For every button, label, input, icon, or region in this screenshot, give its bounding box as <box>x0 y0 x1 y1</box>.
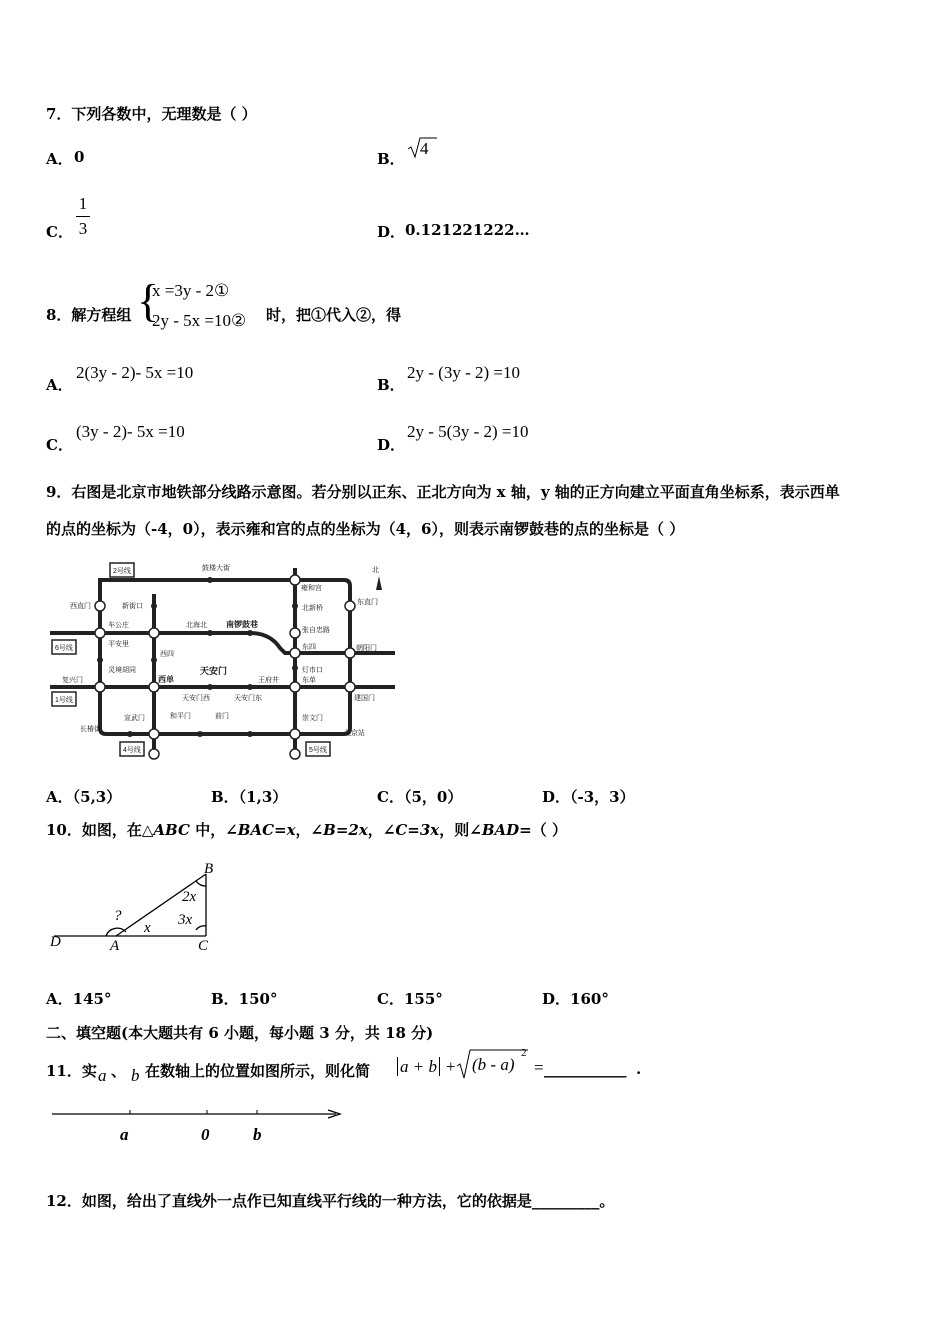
line-1-badge-label: 1号线 <box>55 697 73 704</box>
q10-sep-1: ，∠ <box>295 821 324 839</box>
q10-stem <box>46 819 567 840</box>
q8-option-d-label: D． <box>377 436 406 454</box>
q8-suffix: 时，把①代入②，得 <box>266 306 402 324</box>
station-gulou: 鼓楼大街 <box>202 565 230 572</box>
q10-angle-b: B <box>323 821 336 839</box>
q11-answer-blank[interactable]: ___________ <box>544 1060 627 1078</box>
station-xuanwumen: 宣武门 <box>124 715 145 722</box>
q11-equals: = <box>534 1058 544 1077</box>
station-nanluoguxiang: 南锣鼓巷 <box>226 620 258 629</box>
q11-var-a: a <box>98 1066 107 1085</box>
vertex-a-label: A <box>110 938 120 954</box>
q9-stem-line-2: 的点的坐标为（-4，0），表示雍和宫的点的坐标为（4，6），则表示南锣鼓巷的点的坐标是（ ） <box>46 520 685 538</box>
station-chegongzhuang: 车公庄 <box>108 622 129 629</box>
q8-option-b-label: B． <box>377 376 405 394</box>
q11-plus: + <box>446 1057 456 1076</box>
q10-option-a: A．145° <box>46 990 112 1008</box>
q11-abs-expr <box>397 1057 440 1077</box>
station-wangfujing: 王府井 <box>258 677 279 684</box>
q7-option-c-denominator: 3 <box>78 219 88 238</box>
q7-option-c-numerator: 1 <box>78 194 88 213</box>
angle-3x-label: 3x <box>178 912 193 928</box>
q10-eq-x: =x <box>274 821 296 839</box>
q7-option-c-fraction <box>76 194 90 239</box>
station-fuxingmen: 复兴门 <box>62 677 83 684</box>
q11-var-b: b <box>131 1066 140 1085</box>
station-beihaibei: 北海北 <box>186 622 207 629</box>
q10-angle-c: C <box>395 821 408 839</box>
q7-option-a-label: A． <box>46 150 73 168</box>
q10-angle-bad: BAD <box>481 821 520 839</box>
station-zhangzizhonglu: 张自忠路 <box>302 627 330 634</box>
q10-stem-mid-1: 中，∠ <box>189 821 238 839</box>
station-xisi: 西四 <box>160 651 174 658</box>
axis-label-a: a <box>120 1125 129 1144</box>
q9-option-a: A．（5,3） <box>46 788 122 806</box>
station-beijingzhan: 北京站 <box>344 730 365 737</box>
q11-prefix: 11．实 <box>46 1062 97 1080</box>
q10-stem-prefix: 10．如图，在△ <box>46 821 154 839</box>
station-beixinqiao: 北新桥 <box>302 605 323 612</box>
triangle-figure <box>46 858 226 953</box>
line-2-badge-label: 2号线 <box>113 568 131 575</box>
q10-option-d: D．160° <box>542 990 609 1008</box>
line-4-badge-label: 4号线 <box>123 747 141 754</box>
q7-option-b-radicand: 4 <box>420 139 429 158</box>
q10-option-c: C．155° <box>377 990 443 1008</box>
station-dongsi: 东四 <box>302 644 316 651</box>
station-xinjiekou: 新街口 <box>122 603 143 610</box>
q9-stem-line-1: 9．右图是北京市地铁部分线路示意图。若分别以正东、正北方向为 x 轴，y 轴的正方向建立平面直角坐标系，表示西单 <box>46 483 840 501</box>
station-yonghegong: 雍和宫 <box>301 585 322 592</box>
station-chaoyangmen: 朝阳门 <box>356 645 377 652</box>
station-lingjinghutong: 灵境胡同 <box>108 667 136 674</box>
q7-option-b-label: B． <box>377 150 405 168</box>
q12-stem: 12．如图，给出了直线外一点作已知直线平行线的一种方法，它的依据是_________。 <box>46 1192 615 1210</box>
number-line-figure <box>52 1100 344 1148</box>
north-label: 北 <box>372 567 379 574</box>
unknown-angle-label: ? <box>114 908 122 924</box>
q8-option-a-expr: 2(3y - 2)- 5x =10 <box>76 363 194 382</box>
north-arrow-icon <box>376 576 382 590</box>
q9-option-d: D．（-3，3） <box>542 788 635 806</box>
q9-option-c: C．（5，0） <box>377 788 463 806</box>
station-tiananmenxi: 天安门西 <box>182 695 210 702</box>
q8-option-d-expr: 2y - 5(3y - 2) =10 <box>407 422 529 441</box>
station-hepingmen: 和平门 <box>170 713 191 720</box>
subway-map-figure <box>50 558 395 766</box>
q11-abs-value: a + b <box>397 1057 440 1076</box>
q11-sqrt-expr: (b - a) <box>472 1055 515 1074</box>
q8-prefix: 8．解方程组 <box>46 306 132 324</box>
station-dengshikou: 灯市口 <box>302 667 323 674</box>
q11-period: . <box>636 1060 642 1078</box>
system-brace-icon: { <box>137 275 160 326</box>
q10-angle-bac: BAC <box>237 821 275 839</box>
station-changchunjie: 长椿街 <box>80 726 101 733</box>
q10-triangle-abc: ABC <box>153 821 190 839</box>
q10-eq-3x: =3x <box>407 821 440 839</box>
station-dongdan: 东单 <box>302 677 316 684</box>
q7-option-d-value: 0.121221222… <box>405 221 530 239</box>
q7-stem: 7．下列各数中，无理数是（ ） <box>46 105 257 123</box>
line-5-badge-label: 5号线 <box>309 747 327 754</box>
station-qianmen: 前门 <box>215 713 229 720</box>
q10-stem-end: =（ ） <box>519 821 567 839</box>
station-xizhimen: 西直门 <box>70 603 91 610</box>
angle-2x-label: 2x <box>182 889 197 905</box>
station-tiananmendong: 天安门东 <box>234 695 262 702</box>
angle-x-label: x <box>144 920 151 936</box>
q11-mid: 在数轴上的位置如图所示，则化简 <box>145 1062 371 1080</box>
station-jianguomen: 建国门 <box>354 695 375 702</box>
axis-label-zero: 0 <box>201 1125 210 1144</box>
q8-option-c-expr: (3y - 2)- 5x =10 <box>76 422 185 441</box>
line-6-badge-label: 6号线 <box>55 645 73 652</box>
q8-option-b-expr: 2y - (3y - 2) =10 <box>407 363 520 382</box>
q11-exponent: 2 <box>521 1047 527 1059</box>
q8-option-c-label: C． <box>46 436 73 454</box>
point-d-label: D <box>50 934 61 950</box>
q11-sep: 、 <box>111 1062 127 1080</box>
station-chongwenmen: 崇文门 <box>302 715 323 722</box>
q7-option-c-label: C． <box>46 223 73 241</box>
q7-option-d-label: D． <box>377 223 406 241</box>
section-2-heading: 二、填空题(本大题共有 6 小题，每小题 3 分，共 18 分) <box>46 1024 434 1042</box>
station-pinganli: 平安里 <box>108 641 129 648</box>
vertex-b-label: B <box>204 861 214 877</box>
q10-option-b: B．150° <box>211 990 278 1008</box>
q10-stem-mid-2: ，则∠ <box>439 821 482 839</box>
q9-option-b: B．（1,3） <box>211 788 288 806</box>
axis-label-b: b <box>253 1125 262 1144</box>
station-xidan: 西单 <box>158 675 174 684</box>
station-dongzhimen: 东直门 <box>357 599 378 606</box>
station-tiananmen: 天安门 <box>200 666 228 676</box>
q8-equation-2: 2y - 5x =10② <box>152 311 247 330</box>
q8-option-a-label: A． <box>46 376 73 394</box>
q10-eq-2x: =2x <box>335 821 368 839</box>
q7-option-a-value: 0 <box>74 148 85 166</box>
q8-equation-1: x =3y - 2① <box>152 281 230 300</box>
q10-sep-2: ，∠ <box>367 821 396 839</box>
vertex-c-label: C <box>198 938 209 954</box>
